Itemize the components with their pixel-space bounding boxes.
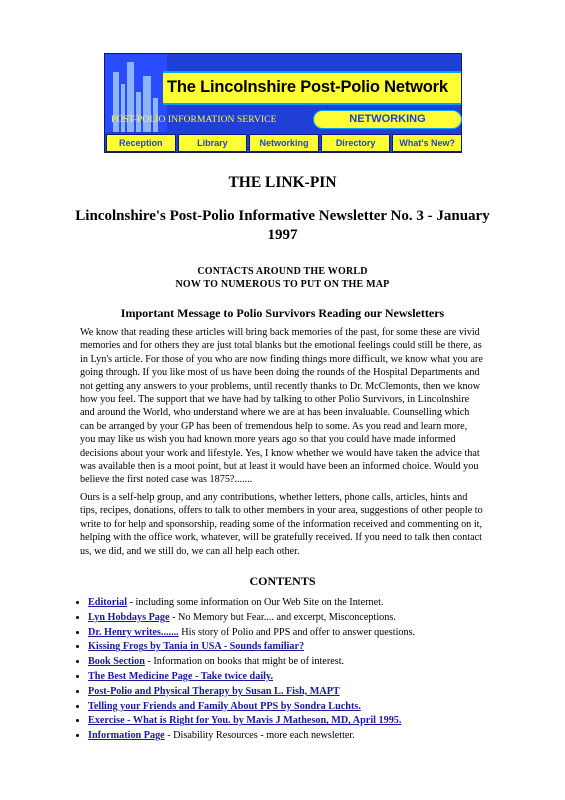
contents-link-best-medicine[interactable]: The Best Medicine Page - Take twice daily. xyxy=(88,670,274,682)
contacts-line-2: NOW TO NUMEROUS TO PUT ON THE MAP xyxy=(175,279,390,290)
message-heading: Important Message to Polio Survivors Reading our Newsletters xyxy=(120,306,445,320)
contents-link-physical-therapy[interactable]: Post-Polio and Physical Therapy by Susan L. Fish, MAPT xyxy=(88,685,340,697)
list-item xyxy=(88,626,508,641)
contents-heading: CONTENTS xyxy=(249,574,316,588)
contacts-heading xyxy=(0,265,565,291)
banner-service-label: POST-POLIO INFORMATION SERVICE xyxy=(111,115,277,125)
list-item xyxy=(88,670,508,685)
contents-desc: - Disability Resources - more each newsletter. xyxy=(164,730,355,742)
contents-desc: His story of Polio and PPS and offer to answer questions. xyxy=(178,626,416,638)
contents-desc: - No Memory but Fear.... and excerpt, Misconceptions. xyxy=(169,611,396,623)
contents-link-telling-friends[interactable]: Telling your Friends and Family About PPS by Sondra Luchts. xyxy=(88,700,361,712)
contents-link-lyn-hobday[interactable]: Lyn Hobdays Page xyxy=(88,611,170,623)
banner-title: The Lincolnshire Post-Polio Network xyxy=(167,78,448,96)
list-item xyxy=(88,655,508,670)
contents-link-dr-henry[interactable]: Dr. Henry writes....... xyxy=(88,626,179,638)
list-item xyxy=(88,596,508,611)
paragraph-2: Ours is a self-help group, and any contributions, whether letters, phone calls, articles, hints and tips, recipes, donations, offers to talk to other members in your area, suggestions of other people to write to for help and sponsorship, reading some of the information received and commenting on it, helping with the office work, whatever, will be gratefully received. If you need to talk then contact us, we did, and we still do, we can all help each other. xyxy=(80,492,483,557)
paragraph-1: We know that reading these articles will bring back memories of the past, for some these are vivid memories and for others they are just total blanks but the emotional feelings could still be there, as in Lyn's article. For those of you who are now finding things more difficult, we know what you are going through. If you like most of us have been doing the rounds of the Hospital Departments and not getting any answers to your problems, until recently thanks to Dr. McClemonts, then we know how you feel. The support that we have had by talking to other Polio Survivors, in Lincolnshire and around the World, who understand where we are at has been invaluable. Counselling which can be arranged by your GP has been of tremendous help to some. As you read and learn more, you may like us wish you had known more years ago so that you could have made informed decisions about your work and lifestyle. Yes, I know whether we would have taken the advice that was available then is a moot point, but at least it would have been an informed choice. Would you believe the first noted case was 1875?....... xyxy=(80,327,483,486)
contents-link-exercise[interactable]: Exercise - What is Right for You. by Mavis J Matheson, MD, April 1995. xyxy=(88,715,402,727)
list-item xyxy=(88,729,508,744)
contents-desc: - Information on books that might be of interest. xyxy=(144,656,345,668)
contents-link-information-page[interactable]: Information Page xyxy=(88,730,165,742)
banner-nav xyxy=(105,134,462,152)
section-badge: NETWORKING xyxy=(313,110,462,129)
list-item xyxy=(88,714,508,729)
list-item xyxy=(88,685,508,700)
contents-desc: - including some information on Our Web Site on the Internet. xyxy=(127,597,384,608)
page-title: THE LINK-PIN xyxy=(228,174,337,191)
contents-link-editorial[interactable]: Editorial xyxy=(88,597,128,608)
contents-list xyxy=(74,596,508,744)
nav-directory[interactable]: Directory xyxy=(321,134,391,152)
contacts-line-1: CONTACTS AROUND THE WORLD xyxy=(197,266,368,277)
list-item xyxy=(88,700,508,715)
nav-whats-new[interactable]: What's New? xyxy=(392,134,462,152)
nav-reception[interactable]: Reception xyxy=(106,134,176,152)
contents-link-book-section[interactable]: Book Section xyxy=(88,656,145,668)
list-item xyxy=(88,640,508,655)
nav-networking[interactable]: Networking xyxy=(249,134,319,152)
newsletter-title-text: Lincolnshire's Post-Polio Informative Newsletter No. 3 - January 1997 xyxy=(75,208,490,243)
list-item xyxy=(88,611,508,626)
contents-link-kissing-frogs[interactable]: Kissing Frogs by Tania in USA - Sounds familiar? xyxy=(88,641,305,653)
newsletter-title xyxy=(0,207,565,245)
site-banner xyxy=(104,53,462,153)
nav-library[interactable]: Library xyxy=(178,134,248,152)
